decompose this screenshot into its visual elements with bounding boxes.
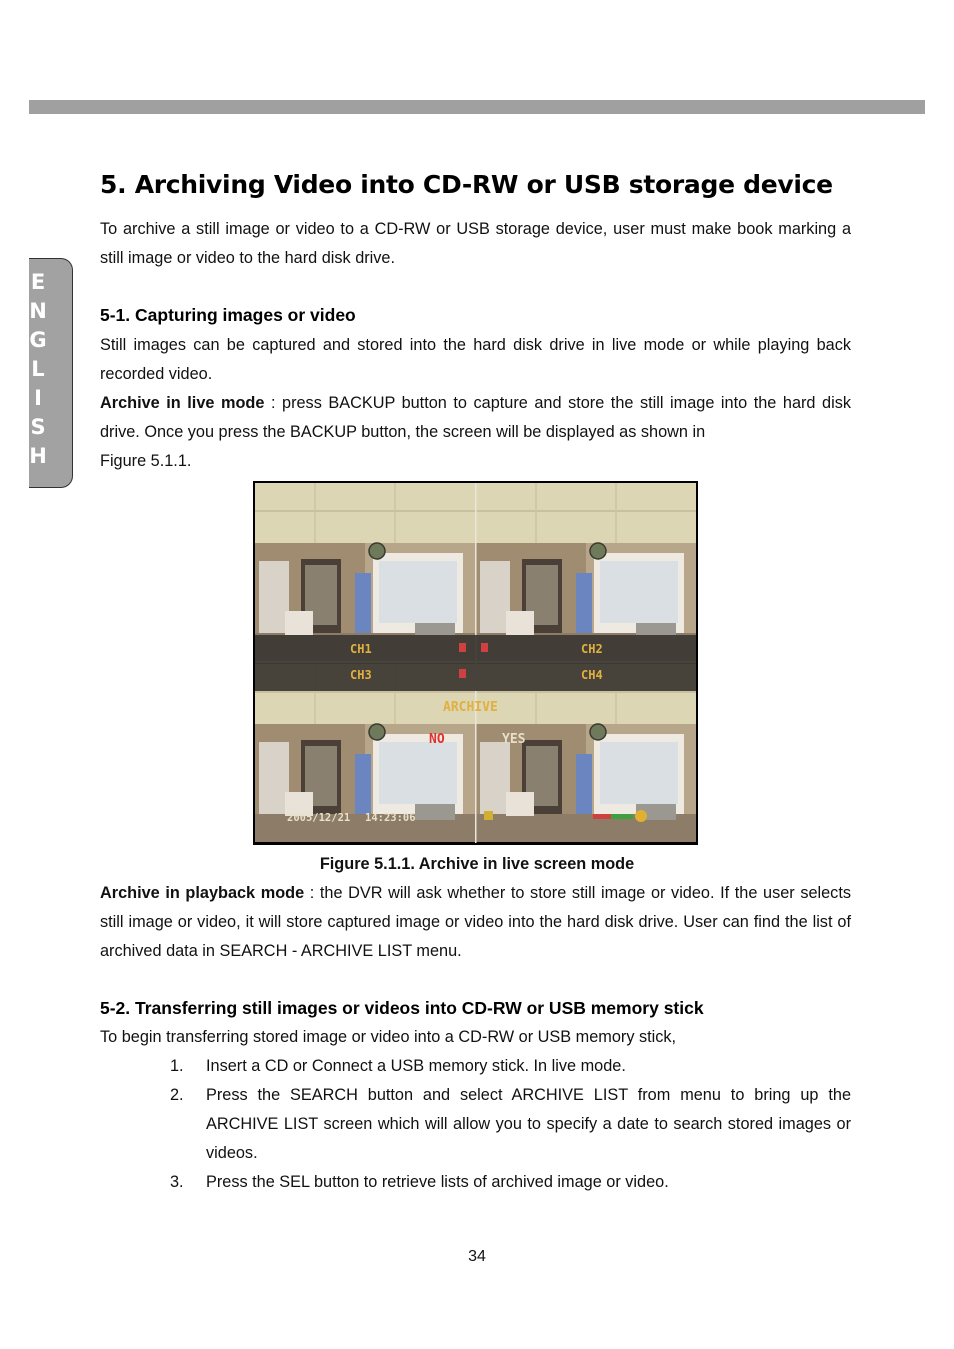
figure-dvr-archive-screen [253,481,698,845]
osd-status-icon [635,810,647,822]
osd-time: 14:23:06 [365,812,416,824]
list-item [100,1168,851,1197]
language-side-tab [29,258,73,488]
step-number: 2. [170,1086,184,1104]
playback-mode-text: : the DVR will ask whether to store still image or video. If the user selects still image or video, it will store captured image or video into the hard disk drive. User can find the list of archived data in SEARCH - ARCHIVE LIST menu. [100,884,851,960]
side-tab-letter: L [31,357,45,381]
dvr-screen-image [255,483,696,843]
side-tab-letter: E [30,270,46,294]
side-tab-letter: G [29,328,47,352]
section-2-heading: 5-2. Transferring still images or videos into CD-RW or USB memory stick [100,998,704,1018]
live-mode-figure-ref: Figure 5.1.1. [100,452,192,470]
step-text: Press the SEARCH button and select ARCHIVE LIST from menu to bring up the ARCHIVE LIST screen which will allow you to specify a date to search stored images or videos. [206,1086,851,1162]
live-mode-paragraph [100,389,851,447]
step-text: Insert a CD or Connect a USB memory stick. In live mode. [206,1057,626,1075]
side-tab-letter: S [30,415,46,439]
transfer-intro: To begin transferring stored image or video into a CD-RW or USB memory stick, [100,1028,677,1046]
transfer-steps-list [100,1052,851,1197]
osd-yes-option: YES [502,732,526,747]
step-number: 1. [170,1057,184,1075]
live-mode-label: Archive in live mode [100,394,265,412]
osd-no-option: NO [429,732,445,747]
figure-caption: Figure 5.1.1. Archive in live screen mode [319,855,635,873]
header-rule [29,100,925,114]
playback-mode-paragraph [100,879,851,966]
side-tab-letter: H [29,444,47,468]
capture-paragraph: Still images can be captured and stored into the hard disk drive in live mode or while playing back recorded video. [100,336,851,383]
list-item [100,1052,851,1081]
page-title: 5. Archiving Video into CD-RW or USB storage device [100,170,833,199]
osd-ch1-label: CH1 [350,642,372,656]
osd-ch3-label: CH3 [350,668,372,682]
live-mode-text: : press BACKUP button to capture and store the still image into the hard disk drive. Once you press the BACKUP button, the screen will be displayed as shown in [100,394,851,441]
osd-archive-label: ARCHIVE [443,700,498,715]
step-text: Press the SEL button to retrieve lists of archived image or video. [206,1173,669,1191]
page-number: 34 [468,1248,486,1265]
intro-paragraph: To archive a still image or video to a CD-RW or USB storage device, user must make book marking a still image or video to the hard disk drive. [100,220,851,267]
playback-mode-label: Archive in playback mode [100,884,305,902]
list-item [100,1081,851,1168]
osd-date: 2005/12/21 [287,812,351,824]
osd-record-icon [484,811,493,820]
side-tab-letter: N [29,299,47,323]
side-tab-letter: I [34,386,42,410]
osd-ch2-label: CH2 [581,642,603,656]
step-number: 3. [170,1173,184,1191]
osd-ch4-label: CH4 [581,668,603,682]
section-1-heading: 5-1. Capturing images or video [100,305,356,325]
